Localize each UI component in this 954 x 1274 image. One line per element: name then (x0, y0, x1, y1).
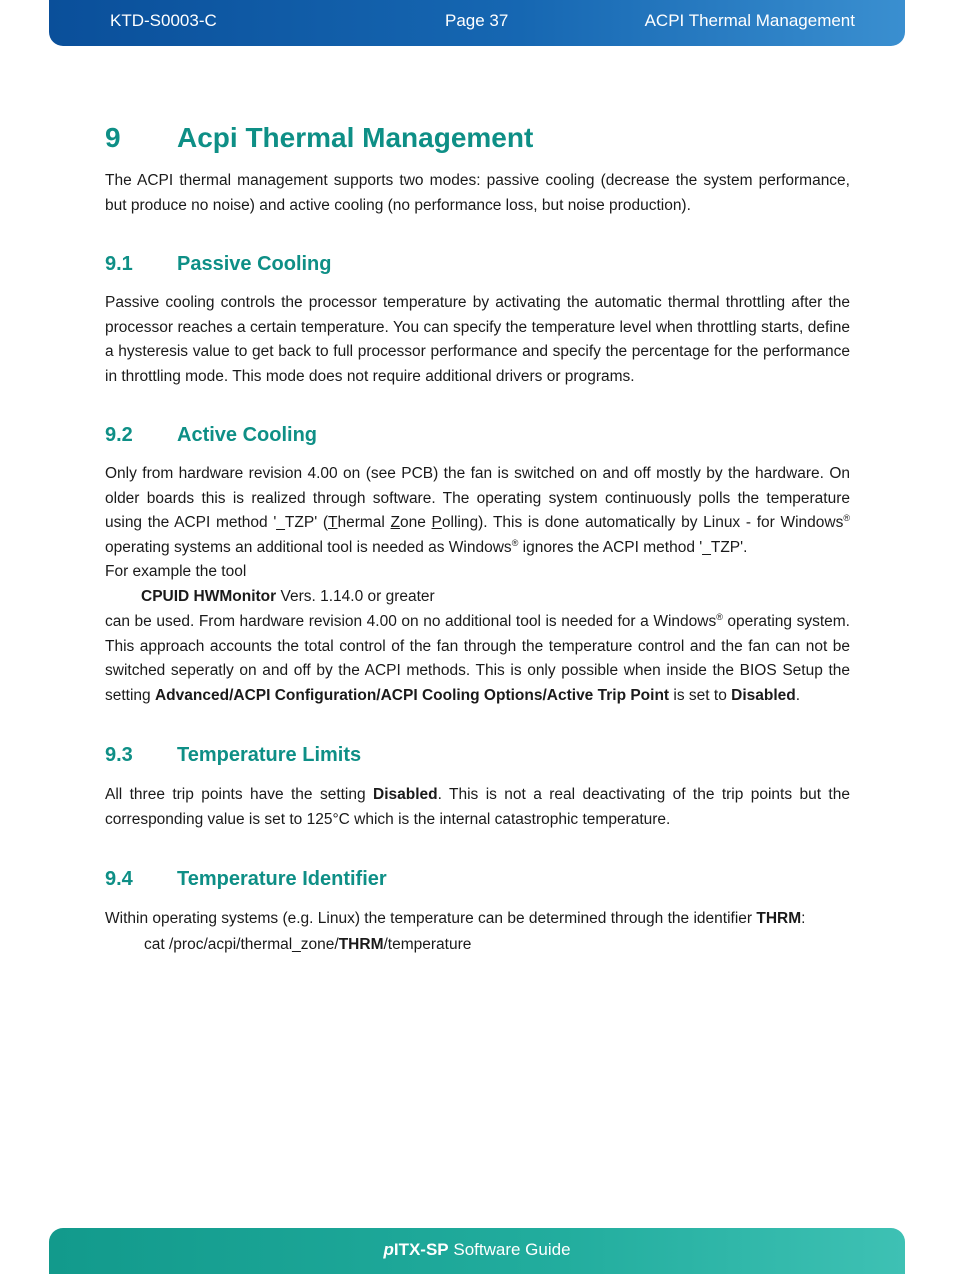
text-run: is set to (669, 686, 732, 704)
text-run: operating system. This approach accounts the total control of the fan through the temperature control and the fan can not be switched seperatly on and off by the ACPI methods. This is only possible when inside the BIOS Setup the setting (105, 613, 850, 704)
section-title: Temperature Identifier (177, 868, 387, 890)
underlined-letter: P (431, 514, 442, 531)
command-line (144, 933, 471, 958)
registered-mark: ® (716, 611, 723, 622)
setting-value: Disabled (731, 686, 796, 704)
temperature-identifier-text (105, 907, 850, 932)
text-run: operating systems an additional tool is needed as Windows (105, 538, 512, 556)
text-run: one (400, 514, 432, 531)
text-run: can be used. From hardware revision 4.00 on no additional tool is needed for a Windows (105, 613, 717, 630)
section-heading-9-3 (105, 744, 361, 767)
section-title: Active Cooling (177, 424, 318, 446)
underlined-letter: T (328, 514, 338, 531)
text-run: : (801, 910, 806, 927)
product-name: ITX-SP (393, 1240, 449, 1259)
text-run: olling). This is done automatically by Linux - for Windows (441, 514, 844, 531)
section-number: 9.3 (105, 744, 133, 766)
guide-label: Software Guide (448, 1240, 571, 1259)
registered-mark: ® (511, 537, 519, 548)
setting-value: Disabled (373, 786, 438, 803)
chapter-number: 9 (105, 122, 121, 153)
temperature-limits-text (105, 783, 850, 832)
page-header (49, 0, 905, 46)
text-run: Within operating systems (e.g. Linux) the temperature can be determined through the identifier (105, 910, 757, 927)
text-run: hermal (337, 514, 391, 531)
bios-setting-path: Advanced/ACPI Configuration/ACPI Cooling Options/Active Trip Point (154, 686, 670, 704)
text-run: . (795, 686, 801, 704)
for-example-line: For example the tool (105, 563, 247, 580)
text-run: /temperature (383, 936, 472, 953)
identifier-name: THRM (756, 910, 802, 927)
header-section-title: ACPI Thermal Management (644, 11, 855, 30)
registered-mark: ® (843, 512, 850, 523)
chapter-title: Acpi Thermal Management (177, 122, 534, 153)
text-run: . This is not a real deactivating of the trip points but the corresponding value is set to 125°C which is the internal catastrophic temperature. (105, 786, 850, 828)
section-number: 9.4 (105, 868, 133, 890)
tool-line (141, 585, 435, 610)
underlined-letter: Z (390, 514, 400, 531)
footer-title (49, 1240, 905, 1260)
section-heading-9-4 (105, 868, 387, 891)
chapter-intro: The ACPI thermal management supports two modes: passive cooling (decrease the system performance, but produce no noise) and active cooling (no performance loss, but noise production). (105, 172, 850, 214)
passive-cooling-text: Passive cooling controls the processor temperature by activating the automatic thermal throttling after the processor reaches a certain temperature. You can specify the temperature level when throttling starts, define a hysteresis value to get back to full processor performance and specify the percentage for the performance in throttling mode. This mode does not require additional drivers or programs. (105, 294, 850, 385)
header-page-number: Page 37 (445, 11, 509, 30)
section-heading-9-1 (105, 253, 332, 276)
section-heading-9-2 (105, 424, 317, 447)
chapter-heading (105, 122, 533, 154)
text-run: cat /proc/acpi/thermal_zone/ (144, 936, 339, 953)
identifier-name: THRM (338, 936, 384, 953)
tool-version: Vers. 1.14.0 or greater (276, 588, 435, 605)
text-run: ignores the ACPI method '_TZP'. (518, 538, 748, 556)
page-footer (49, 1228, 905, 1274)
section-number: 9.1 (105, 253, 133, 275)
section-title: Temperature Limits (177, 744, 362, 766)
active-cooling-paragraph-2 (105, 610, 850, 708)
text-run: All three trip points have the setting (105, 786, 373, 803)
section-number: 9.2 (105, 424, 133, 446)
header-doc-id: KTD-S0003-C (110, 11, 217, 30)
text-run: Only from hardware revision 4.00 on (see PCB) the fan is switched on and off mostly by the hardware. On older boards this is realized through software. The operating system continuously polls the temperature using the ACPI method '_TZP' ( (105, 465, 850, 531)
active-cooling-paragraph-1 (105, 462, 850, 560)
product-prefix: p (383, 1240, 394, 1259)
tool-name: CPUID HWMonitor (141, 588, 277, 605)
section-title: Passive Cooling (177, 253, 332, 275)
